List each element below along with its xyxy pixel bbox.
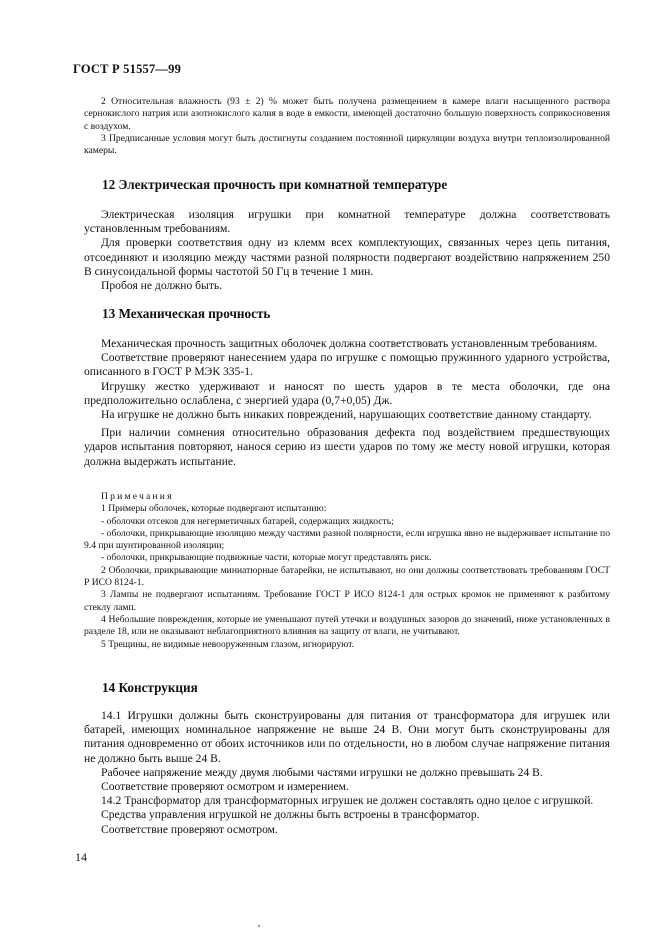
section-13-notes — [84, 491, 610, 651]
section-12-body — [84, 208, 610, 293]
note-paragraph: 2 Относительная влажность (93 ± 2) % может быть получена размещением в камере влаги насыщенного раствора сернокислого натрия или азотнокислого калия в воде в емкости, имеющей достаточно большую поверхность соприкосновения с воздухом. — [84, 96, 610, 132]
note-item: 1 Примеры оболочек, которые подвергают испытанию: — [101, 503, 327, 515]
note-item: - оболочки отсеков для негерметичных батарей, содержащих жидкость; — [101, 515, 394, 527]
body-paragraph: Средства управления игрушкой не должны быть встроены в трансформатор. — [101, 808, 480, 822]
body-paragraph: Электрическая изоляция игрушки при комнатной температуре должна соответствовать установленным требованиям. — [84, 208, 610, 236]
body-paragraph: 14.2 Трансформатор для трансформаторных игрушек не должен составлять одно целое с игрушкой. — [101, 794, 594, 808]
note-item: 2 Оболочки, прикрывающие миниатюрные батарейки, не испытывают, но они должны соответствовать требованиям ГОСТ Р ИСО 8124-1. — [84, 564, 610, 589]
body-paragraph: Игрушку жестко удерживают и наносят по шесть ударов в те места оболочки, где она предположительно ослаблена, с энергией удара (0,7+0,05) Дж. — [84, 379, 610, 407]
page-number: 14 — [75, 850, 87, 864]
section-14-heading: 14 Конструкция — [102, 680, 198, 695]
body-paragraph: Пробоя не должно быть. — [101, 279, 223, 293]
body-paragraph: При наличии сомнения относительно образования дефекта под воздействием предшествующих ударов испытания повторяют, нанося серию из шести ударов по тому же месту новой игрушки, которая должна выдержать испытание. — [84, 426, 610, 468]
body-paragraph: На игрушке не должно быть никаких повреждений, нарушающих соответствие данному стандарту. — [101, 408, 592, 422]
section-13-heading: 13 Механическая прочность — [102, 306, 271, 321]
body-paragraph: Соответствие проверяют осмотром и измерением. — [101, 780, 349, 794]
body-paragraph: Механическая прочность защитных оболочек должна соответствовать установленным требованиям. — [101, 337, 598, 350]
body-paragraph: Соответствие проверяют нанесением удара по игрушке с помощью пружинного ударного устройства, описанного в ГОСТ Р МЭК 335-1. — [84, 351, 610, 379]
body-paragraph: Соответствие проверяют осмотром. — [101, 822, 278, 836]
note-item: 4 Небольшие повреждения, которые не уменьшают путей утечки и воздушных зазоров до значений, ниже установленных в разделе 18, или не оказывают неблагоприятного влияния на защиту от влаги, не учитывают. — [84, 613, 610, 638]
section-12-heading: 12 Электрическая прочность при комнатной температуре — [102, 177, 448, 192]
note-item: - оболочки, прикрывающие подвижные части, которые могут представлять риск. — [101, 552, 432, 564]
section-13-body — [84, 337, 610, 469]
note-item: - оболочки, прикрывающие изоляцию между частями разной полярности, если игрушка явно не выдерживает испытание по 9.4 при шунтированной изоляции; — [84, 527, 610, 552]
body-paragraph: Рабочее напряжение между двумя любыми частями игрушки не должно превышать 24 В. — [101, 765, 543, 779]
body-paragraph: Для проверки соответствия одну из клемм всех комплектующих, связанных через цепь питания, отсоединяют и изоляцию между частями разной полярности подвергают воздействию напряжением 250 В синусоидальной формы частотой 50 Гц в течение 1 мин. — [84, 236, 610, 278]
note-item: 5 Трещины, не видимые невооруженным глазом, игнорируют. — [101, 638, 355, 650]
scan-speck — [258, 925, 260, 927]
body-paragraph: 14.1 Игрушки должны быть сконструированы для питания от трансформатора для игрушек или батарей, имеющих номинальное напряжение не выше 24 В. Они могут быть сконструированы для питания одновременно от обоих источников или по отдельности, но в любом случае напряжение питания не должно быть выше 24 В. — [84, 709, 610, 765]
notes-title: Примечания — [101, 491, 174, 502]
section-14-body — [84, 709, 610, 837]
standard-code: ГОСТ Р 51557—99 — [73, 62, 182, 76]
top-notes — [84, 96, 610, 157]
note-paragraph: 3 Предписанные условия могут быть достигнуты созданием постоянной циркуляции воздуха внутри теплоизолированной камеры. — [84, 132, 610, 157]
note-item: 3 Лампы не подвергают испытаниям. Требование ГОСТ Р ИСО 8124-1 для острых кромок не применяют к разбитому стеклу ламп. — [84, 589, 610, 613]
